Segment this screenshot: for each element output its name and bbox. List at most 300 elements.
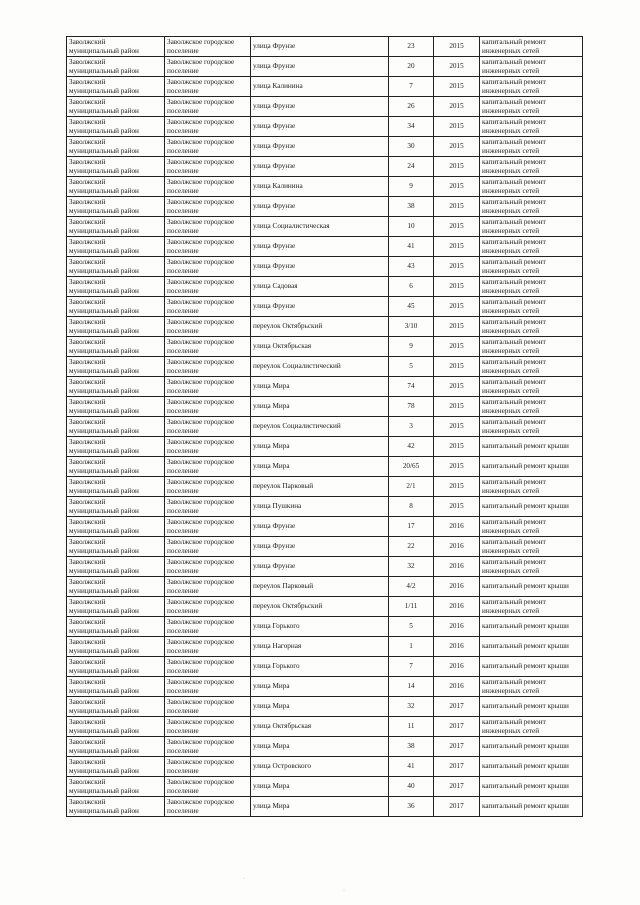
district-line: Заволжский (69, 98, 106, 107)
work-type-line: капитальный ремонт (482, 318, 546, 327)
house-number-cell: 26 (389, 97, 434, 117)
work-type-line: капитальный ремонт крыши (482, 502, 569, 511)
table-row (67, 217, 583, 237)
district-line: Заволжский (69, 518, 106, 527)
street-cell: улица Октябрьская (251, 337, 389, 357)
settlement-line: Заволжское городское (167, 638, 235, 647)
settlement-cell (165, 277, 251, 297)
work-type-line: инженерных сетей (482, 346, 540, 355)
street-cell: переулок Парковый (251, 477, 389, 497)
settlement-line: Заволжское городское (167, 198, 235, 207)
house-number-cell: 9 (389, 337, 434, 357)
settlement-line: поселение (167, 126, 199, 135)
work-type-line: инженерных сетей (482, 426, 540, 435)
district-line: Заволжский (69, 778, 106, 787)
work-type-line: капитальный ремонт (482, 198, 546, 207)
work-type-line: капитальный ремонт (482, 378, 546, 387)
district-line: муниципальный район (69, 706, 139, 715)
street-cell: улица Мира (251, 677, 389, 697)
settlement-line: Заволжское городское (167, 438, 235, 447)
table-row (67, 737, 583, 757)
table-row (67, 117, 583, 137)
district-cell (67, 237, 165, 257)
work-type-cell (480, 337, 583, 357)
settlement-line: Заволжское городское (167, 478, 235, 487)
year-cell: 2015 (434, 177, 480, 197)
year-cell: 2016 (434, 637, 480, 657)
settlement-cell (165, 37, 251, 57)
settlement-line: поселение (167, 206, 199, 215)
settlement-line: поселение (167, 266, 199, 275)
district-line: Заволжский (69, 298, 106, 307)
settlement-line: Заволжское городское (167, 498, 235, 507)
work-type-line: капитальный ремонт крыши (482, 782, 569, 791)
work-type-line: инженерных сетей (482, 326, 540, 335)
year-cell: 2015 (434, 277, 480, 297)
work-type-cell (480, 617, 583, 637)
district-line: муниципальный район (69, 806, 139, 815)
district-cell (67, 37, 165, 57)
work-type-line: капитальный ремонт (482, 218, 546, 227)
house-number-cell: 4/2 (389, 577, 434, 597)
settlement-cell (165, 457, 251, 477)
district-cell (67, 197, 165, 217)
table-row (67, 37, 583, 57)
district-line: Заволжский (69, 58, 106, 67)
district-cell (67, 737, 165, 757)
work-type-line: капитальный ремонт крыши (482, 642, 569, 651)
settlement-line: Заволжское городское (167, 278, 235, 287)
work-type-line: инженерных сетей (482, 606, 540, 615)
district-cell (67, 157, 165, 177)
street-cell: переулок Парковый (251, 577, 389, 597)
district-line: Заволжский (69, 338, 106, 347)
settlement-line: поселение (167, 726, 199, 735)
settlement-line: Заволжское городское (167, 178, 235, 187)
settlement-cell (165, 237, 251, 257)
work-type-line: капитальный ремонт (482, 418, 546, 427)
street-cell: улица Горького (251, 617, 389, 637)
house-number-cell: 1 (389, 637, 434, 657)
street-cell: улица Фрунзе (251, 97, 389, 117)
work-type-cell (480, 397, 583, 417)
work-type-line: капитальный ремонт (482, 478, 546, 487)
settlement-line: Заволжское городское (167, 518, 235, 527)
settlement-cell (165, 537, 251, 557)
year-cell: 2015 (434, 417, 480, 437)
district-line: муниципальный район (69, 386, 139, 395)
settlement-line: поселение (167, 666, 199, 675)
work-type-line: капитальный ремонт крыши (482, 442, 569, 451)
work-type-cell (480, 377, 583, 397)
work-type-line: инженерных сетей (482, 546, 540, 555)
street-cell: улица Фрунзе (251, 137, 389, 157)
table-row (67, 337, 583, 357)
district-cell (67, 657, 165, 677)
settlement-line: поселение (167, 46, 199, 55)
settlement-cell (165, 317, 251, 337)
settlement-line: поселение (167, 246, 199, 255)
district-cell (67, 577, 165, 597)
work-type-cell (480, 777, 583, 797)
house-number-cell: 7 (389, 657, 434, 677)
street-cell: улица Пушкина (251, 497, 389, 517)
house-number-cell: 78 (389, 397, 434, 417)
work-type-line: инженерных сетей (482, 66, 540, 75)
table-row (67, 497, 583, 517)
street-cell: улица Калинина (251, 77, 389, 97)
settlement-line: Заволжское городское (167, 558, 235, 567)
table-row (67, 357, 583, 377)
settlement-line: поселение (167, 486, 199, 495)
settlement-line: поселение (167, 706, 199, 715)
settlement-cell (165, 397, 251, 417)
street-cell: улица Мира (251, 397, 389, 417)
table-row (67, 617, 583, 637)
year-cell: 2016 (434, 597, 480, 617)
district-line: Заволжский (69, 738, 106, 747)
house-number-cell: 38 (389, 737, 434, 757)
district-line: Заволжский (69, 438, 106, 447)
street-cell: улица Мира (251, 777, 389, 797)
district-line: Заволжский (69, 698, 106, 707)
table-row (67, 297, 583, 317)
work-type-cell (480, 797, 583, 817)
work-type-line: капитальный ремонт (482, 98, 546, 107)
work-type-line: капитальный ремонт крыши (482, 622, 569, 631)
district-cell (67, 517, 165, 537)
settlement-line: Заволжское городское (167, 678, 235, 687)
settlement-cell (165, 57, 251, 77)
district-cell (67, 337, 165, 357)
house-number-cell: 6 (389, 277, 434, 297)
house-number-cell: 10 (389, 217, 434, 237)
settlement-line: поселение (167, 686, 199, 695)
year-cell: 2015 (434, 317, 480, 337)
settlement-line: Заволжское городское (167, 718, 235, 727)
district-line: муниципальный район (69, 186, 139, 195)
settlement-cell (165, 797, 251, 817)
district-line: муниципальный район (69, 166, 139, 175)
settlement-line: поселение (167, 466, 199, 475)
settlement-line: поселение (167, 626, 199, 635)
table-row (67, 257, 583, 277)
work-type-line: инженерных сетей (482, 206, 540, 215)
house-number-cell: 1/11 (389, 597, 434, 617)
district-line: муниципальный район (69, 666, 139, 675)
district-cell (67, 757, 165, 777)
year-cell: 2015 (434, 397, 480, 417)
work-type-line: капитальный ремонт (482, 78, 546, 87)
street-cell: улица Фрунзе (251, 297, 389, 317)
year-cell: 2015 (434, 157, 480, 177)
district-line: Заволжский (69, 258, 106, 267)
settlement-line: поселение (167, 86, 199, 95)
settlement-cell (165, 417, 251, 437)
table-row (67, 97, 583, 117)
settlement-line: Заволжское городское (167, 538, 235, 547)
district-line: муниципальный район (69, 786, 139, 795)
work-type-cell (480, 97, 583, 117)
settlement-line: Заволжское городское (167, 118, 235, 127)
house-number-cell: 3 (389, 417, 434, 437)
district-cell (67, 437, 165, 457)
settlement-line: Заволжское городское (167, 258, 235, 267)
house-number-cell: 41 (389, 237, 434, 257)
work-type-line: инженерных сетей (482, 366, 540, 375)
year-cell: 2015 (434, 257, 480, 277)
settlement-line: Заволжское городское (167, 218, 235, 227)
street-cell: улица Фрунзе (251, 37, 389, 57)
year-cell: 2015 (434, 297, 480, 317)
district-cell (67, 297, 165, 317)
work-type-line: капитальный ремонт крыши (482, 742, 569, 751)
district-line: Заволжский (69, 718, 106, 727)
district-line: Заволжский (69, 278, 106, 287)
district-cell (67, 677, 165, 697)
district-cell (67, 717, 165, 737)
district-cell (67, 597, 165, 617)
district-line: муниципальный район (69, 546, 139, 555)
work-type-line: капитальный ремонт (482, 118, 546, 127)
settlement-line: Заволжское городское (167, 298, 235, 307)
settlement-line: поселение (167, 526, 199, 535)
settlement-line: Заволжское городское (167, 578, 235, 587)
table-row (67, 457, 583, 477)
settlement-cell (165, 217, 251, 237)
work-type-line: инженерных сетей (482, 406, 540, 415)
district-cell (67, 397, 165, 417)
district-line: Заволжский (69, 618, 106, 627)
work-type-line: инженерных сетей (482, 486, 540, 495)
table-row (67, 577, 583, 597)
year-cell: 2015 (434, 217, 480, 237)
settlement-cell (165, 477, 251, 497)
house-number-cell: 23 (389, 37, 434, 57)
house-number-cell: 32 (389, 557, 434, 577)
district-line: Заволжский (69, 238, 106, 247)
district-line: Заволжский (69, 38, 106, 47)
table-row (67, 637, 583, 657)
work-type-cell (480, 417, 583, 437)
house-number-cell: 22 (389, 537, 434, 557)
work-type-cell (480, 137, 583, 157)
settlement-cell (165, 377, 251, 397)
settlement-cell (165, 657, 251, 677)
year-cell: 2015 (434, 37, 480, 57)
settlement-line: Заволжское городское (167, 98, 235, 107)
street-cell: улица Фрунзе (251, 517, 389, 537)
street-cell: улица Садовая (251, 277, 389, 297)
year-cell: 2015 (434, 437, 480, 457)
year-cell: 2017 (434, 737, 480, 757)
work-type-line: инженерных сетей (482, 566, 540, 575)
work-type-line: капитальный ремонт (482, 278, 546, 287)
street-cell: улица Фрунзе (251, 157, 389, 177)
table-row (67, 177, 583, 197)
district-cell (67, 417, 165, 437)
district-line: Заволжский (69, 638, 106, 647)
work-type-cell (480, 277, 583, 297)
year-cell: 2016 (434, 517, 480, 537)
house-number-cell: 5 (389, 357, 434, 377)
street-cell: улица Фрунзе (251, 537, 389, 557)
district-cell (67, 317, 165, 337)
work-type-cell (480, 297, 583, 317)
table-row (67, 157, 583, 177)
year-cell: 2015 (434, 197, 480, 217)
work-type-line: капитальный ремонт (482, 538, 546, 547)
settlement-cell (165, 257, 251, 277)
work-type-line: инженерных сетей (482, 266, 540, 275)
year-cell: 2015 (434, 77, 480, 97)
settlement-line: Заволжское городское (167, 138, 235, 147)
house-number-cell: 2/1 (389, 477, 434, 497)
district-cell (67, 57, 165, 77)
work-type-line: капитальный ремонт (482, 518, 546, 527)
district-line: Заволжский (69, 658, 106, 667)
work-type-line: инженерных сетей (482, 386, 540, 395)
district-line: Заволжский (69, 198, 106, 207)
district-line: муниципальный район (69, 726, 139, 735)
settlement-cell (165, 177, 251, 197)
year-cell: 2017 (434, 777, 480, 797)
district-line: муниципальный район (69, 466, 139, 475)
district-line: муниципальный район (69, 306, 139, 315)
work-type-cell (480, 597, 583, 617)
work-type-line: инженерных сетей (482, 726, 540, 735)
house-number-cell: 14 (389, 677, 434, 697)
year-cell: 2016 (434, 677, 480, 697)
settlement-line: поселение (167, 746, 199, 755)
work-type-line: инженерных сетей (482, 526, 540, 535)
district-line: муниципальный район (69, 106, 139, 115)
district-line: Заволжский (69, 378, 106, 387)
work-type-line: инженерных сетей (482, 246, 540, 255)
table-row (67, 517, 583, 537)
table-row (67, 397, 583, 417)
year-cell: 2015 (434, 377, 480, 397)
street-cell: улица Фрунзе (251, 557, 389, 577)
settlement-line: поселение (167, 786, 199, 795)
settlement-cell (165, 777, 251, 797)
house-number-cell: 20 (389, 57, 434, 77)
district-line: муниципальный район (69, 366, 139, 375)
table-row (67, 237, 583, 257)
settlement-line: Заволжское городское (167, 318, 235, 327)
district-line: муниципальный район (69, 606, 139, 615)
work-type-line: капитальный ремонт (482, 398, 546, 407)
year-cell: 2015 (434, 357, 480, 377)
settlement-cell (165, 297, 251, 317)
district-cell (67, 137, 165, 157)
settlement-line: Заволжское городское (167, 658, 235, 667)
settlement-line: Заволжское городское (167, 458, 235, 467)
settlement-cell (165, 677, 251, 697)
year-cell: 2015 (434, 237, 480, 257)
district-line: Заволжский (69, 358, 106, 367)
work-type-line: капитальный ремонт (482, 598, 546, 607)
street-cell: переулок Социалистический (251, 417, 389, 437)
settlement-cell (165, 697, 251, 717)
settlement-cell (165, 637, 251, 657)
year-cell: 2016 (434, 537, 480, 557)
settlement-line: Заволжское городское (167, 758, 235, 767)
district-line: Заволжский (69, 218, 106, 227)
settlement-line: поселение (167, 186, 199, 195)
district-cell (67, 217, 165, 237)
house-number-cell: 3/10 (389, 317, 434, 337)
settlement-line: Заволжское городское (167, 38, 235, 47)
work-type-line: капитальный ремонт крыши (482, 802, 569, 811)
table-row (67, 277, 583, 297)
district-line: муниципальный район (69, 626, 139, 635)
year-cell: 2016 (434, 657, 480, 677)
work-type-line: капитальный ремонт (482, 338, 546, 347)
table-row (67, 597, 583, 617)
work-type-line: капитальный ремонт (482, 38, 546, 47)
district-line: муниципальный район (69, 226, 139, 235)
year-cell: 2015 (434, 97, 480, 117)
district-line: муниципальный район (69, 566, 139, 575)
work-type-cell (480, 737, 583, 757)
work-type-cell (480, 197, 583, 217)
table-row (67, 657, 583, 677)
district-cell (67, 697, 165, 717)
district-line: Заволжский (69, 418, 106, 427)
street-cell: улица Островского (251, 757, 389, 777)
settlement-cell (165, 577, 251, 597)
work-type-line: капитальный ремонт (482, 138, 546, 147)
settlement-line: Заволжское городское (167, 238, 235, 247)
district-line: муниципальный район (69, 406, 139, 415)
settlement-cell (165, 137, 251, 157)
house-number-cell: 34 (389, 117, 434, 137)
table-row (67, 377, 583, 397)
settlement-line: поселение (167, 166, 199, 175)
house-number-cell: 8 (389, 497, 434, 517)
work-type-line: капитальный ремонт (482, 238, 546, 247)
work-type-line: капитальный ремонт (482, 158, 546, 167)
street-cell: улица Нагорная (251, 637, 389, 657)
street-cell: улица Мира (251, 737, 389, 757)
settlement-line: поселение (167, 346, 199, 355)
settlement-cell (165, 337, 251, 357)
street-cell: улица Мира (251, 377, 389, 397)
house-number-cell: 20/65 (389, 457, 434, 477)
work-type-cell (480, 537, 583, 557)
settlement-line: поселение (167, 406, 199, 415)
work-type-cell (480, 117, 583, 137)
work-type-cell (480, 637, 583, 657)
work-type-line: инженерных сетей (482, 46, 540, 55)
settlement-cell (165, 357, 251, 377)
district-line: муниципальный район (69, 126, 139, 135)
settlement-cell (165, 77, 251, 97)
settlement-line: Заволжское городское (167, 158, 235, 167)
house-number-cell: 5 (389, 617, 434, 637)
table-row (67, 757, 583, 777)
work-type-line: инженерных сетей (482, 166, 540, 175)
district-line: Заволжский (69, 678, 106, 687)
work-type-line: инженерных сетей (482, 686, 540, 695)
district-line: Заволжский (69, 538, 106, 547)
district-line: Заволжский (69, 478, 106, 487)
settlement-line: поселение (167, 146, 199, 155)
settlement-cell (165, 757, 251, 777)
settlement-cell (165, 597, 251, 617)
house-number-cell: 11 (389, 717, 434, 737)
